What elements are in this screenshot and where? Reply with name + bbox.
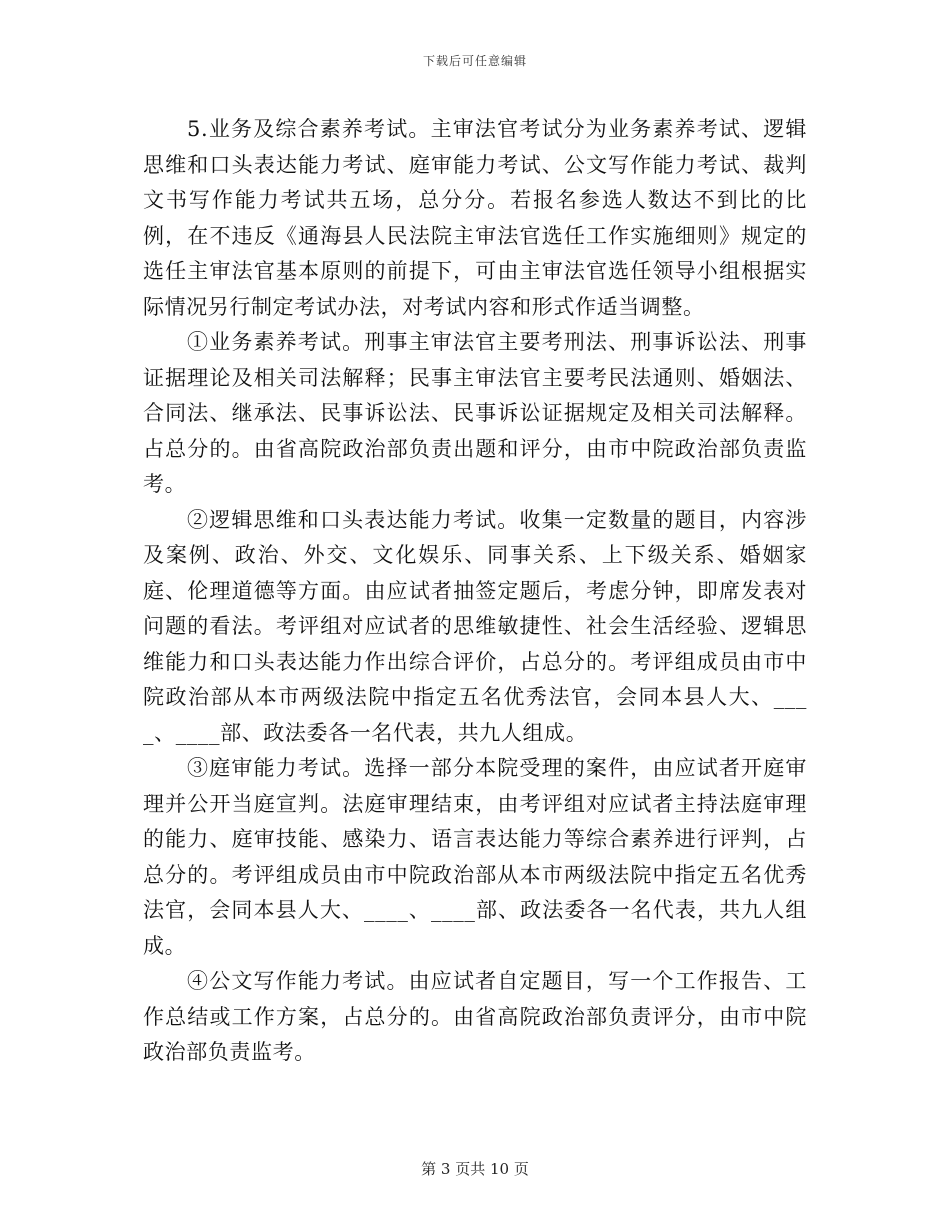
paragraph-logic-speech-exam: ②逻辑思维和口头表达能力考试。收集一定数量的题目，内容涉及案例、政治、外交、文化娱乐、同事关系、上下级关系、婚姻家庭、伦理道德等方面。由应试者抽签定题后，考虑分钟，即席发表对问题的看法。考评组对应试者的思维敏捷性、社会生活经验、逻辑思维能力和口头表达能力作出综合评价，占总分的。考评组成员由市中院政治部从本市两级法院中指定五名优秀法官，会同本县人大、____、____部、政法委各一名代表，共九人组成。 (143, 507, 807, 745)
page-header: 下载后可任意编辑 (422, 54, 527, 68)
page-number: 第 3 页共 10 页 (421, 1160, 529, 1178)
paragraph-exam-overview: 5.业务及综合素养考试。主审法官考试分为业务素养考试、逻辑思维和口头表达能力考试、庭审能力考试、公文写作能力考试、裁判文书写作能力考试共五场，总分分。若报名参选人数达不到比的比例，在不违反《通海县人民法院主审法官选任工作实施细则》规定的选任主审法官基本原则的前提下，可由主审法官选任领导小组根据实际情况另行制定考试办法，对考试内容和形式作适当调整。 (143, 117, 807, 319)
document-body (143, 112, 807, 1071)
paragraph-writing-exam: ④公文写作能力考试。由应试者自定题目，写一个工作报告、工作总结或工作方案，占总分的。由省高院政治部负责评分，由市中院政治部负责监考。 (143, 969, 807, 1064)
paragraph-business-exam: ①业务素养考试。刑事主审法官主要考刑法、刑事诉讼法、刑事证据理论及相关司法解释；民事主审法官主要考民法通则、婚姻法、合同法、继承法、民事诉讼法、民事诉讼证据规定及相关司法解释。占总分的。由省高院政治部负责出题和评分，由市中院政治部负责监考。 (143, 330, 807, 496)
paragraph-trial-exam: ③庭审能力考试。选择一部分本院受理的案件，由应试者开庭审理并公开当庭宣判。法庭审理结束，由考评组对应试者主持法庭审理的能力、庭审技能、感染力、语言表达能力等综合素养进行评判，占总分的。考评组成员由市中院政治部从本市两级法院中指定五名优秀法官，会同本县人大、____、____部、政法委各一名代表，共九人组成。 (143, 756, 807, 958)
